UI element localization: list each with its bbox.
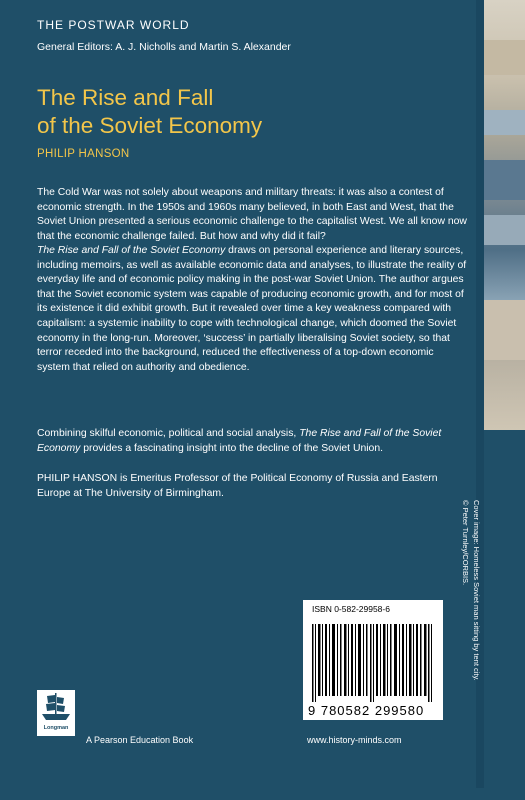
title-line-1: The Rise and Fall	[37, 85, 214, 110]
blurb-paragraph-3	[37, 427, 467, 456]
cover-image-credit	[460, 500, 482, 800]
blurb-paragraph-3-end: provides a fascinating insight into the decline of the Soviet Union.	[80, 442, 383, 454]
logo-wordmark: Longman	[43, 725, 69, 731]
ship-icon	[37, 690, 75, 724]
book-title-italic: The Rise and Fall of the Soviet Economy	[37, 245, 226, 256]
author-bio: PHILIP HANSON is Emeritus Professor of the Political Economy of Russia and Eastern Europe at The University of Birmingham.	[37, 473, 438, 499]
blurb-paragraph-1: The Cold War was not solely about weapons and military threats: it was also a contest of economic strength. In the 1950s and 1960s many believed, in both East and West, that the Soviet Union presented a serious economic challenge to the capitalist West. We all know now that the economic challenge failed. But how and why did it fail?	[37, 187, 467, 242]
barcode-digits: 9 780582 299580	[308, 703, 425, 718]
publisher-line: A Pearson Education Book	[86, 735, 194, 745]
blurb-paragraph-2-text: draws on personal experience and literary sources, including memoirs, as well as available economic data and analyses, to illustrate the reality of everyday life and of economic policy making in the post-war Soviet Union. The author argues that the Soviet economic system was capable of producing economic growth, and for most of its existence it did exhibit growth. But it revealed over time a key weakness compared with capitalism: a systemic inability to cope with technological change, which doomed the Soviet economy in the long-run. Moreover, ‘success’ in partially liberalising Soviet society, so that terror receded into the background, reduced the effectiveness of a top-down economic system that relied on authority and obedience.	[37, 245, 467, 373]
blurb-paragraph-2	[37, 244, 467, 375]
isbn-number: ISBN 0-582-29958-6	[312, 604, 390, 614]
credit-line-1: Cover image: Homeless Soviet man sitting by tent city.	[472, 500, 481, 681]
general-editors: General Editors: A. J. Nicholls and Martin S. Alexander	[37, 41, 291, 53]
cover-photo-strip	[484, 0, 525, 430]
book-title	[37, 84, 262, 140]
barcode-icon	[310, 624, 436, 702]
website-url[interactable]: www.history-minds.com	[307, 735, 402, 745]
credit-line-2: © Peter Turnley/CORBIS.	[461, 500, 470, 586]
series-name: THE POSTWAR WORLD	[37, 18, 190, 32]
title-line-2: of the Soviet Economy	[37, 113, 263, 138]
blurb-paragraph-3-start: Combining skilful economic, political and social analysis,	[37, 428, 300, 439]
author-name: PHILIP HANSON	[37, 148, 130, 160]
book-title-italic: The Rise and Fall of the Soviet Economy	[37, 428, 442, 454]
